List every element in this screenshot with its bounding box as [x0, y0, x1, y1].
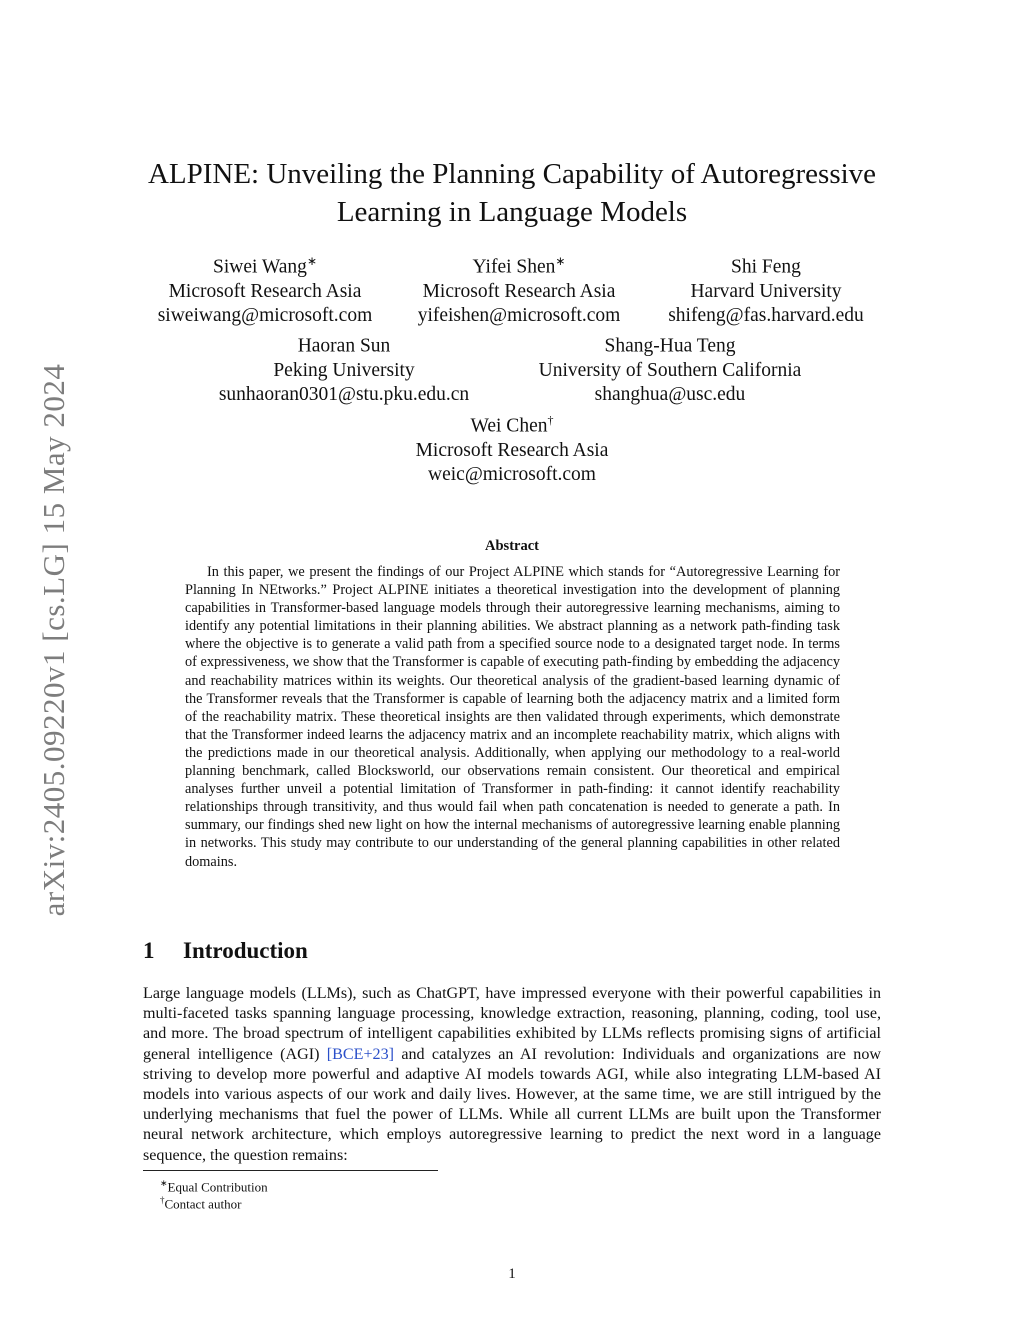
arxiv-identifier: arXiv:2405.09220v1 [cs.LG] 15 May 2024: [36, 363, 71, 917]
author-affiliation: Microsoft Research Asia: [415, 439, 609, 461]
author-affiliation: Harvard University: [690, 280, 842, 302]
footnote-divider: [143, 1170, 438, 1171]
author-name: Shang-Hua Teng: [604, 335, 736, 357]
citation-link[interactable]: [BCE+23]: [326, 1045, 394, 1063]
introduction-paragraph: Large language models (LLMs), such as ChatGPT, have impressed everyone with their powerful capabilities in multi-faceted tasks spanning language processing, knowledge extraction, reasoning, planning, coding, tool use, and more. The broad spectrum of intelligent capabilities exhibited by LLMs reflects promising signs of artificial general intelligence (AGI) [BCE+23] and catalyzes an AI revolution: Individuals and organizations are now striving to develop more powerful and adaptive AI models towards AGI, while also integrating LLM-based AI models into various aspects of our work and daily lives. However, at the same time, we are still intrigued by the underlying mechanisms that fuel the power of LLMs. While all current LLMs are built upon the Transformer neural network architecture, which employs autoregressive learning to predict the next word in a language sequence, the question remains:: [143, 985, 881, 1164]
page-number: 1: [508, 1266, 516, 1282]
author-block: [650, 249, 882, 328]
author-block: [404, 249, 634, 328]
section-number: 1: [143, 938, 155, 963]
abstract-heading: Abstract: [485, 538, 539, 554]
paper-title: ALPINE: Unveiling the Planning Capability of Autoregressive Learning in Language Models: [147, 158, 877, 228]
author-email: yifeishen@microsoft.com: [417, 304, 621, 326]
abstract-text: In this paper, we present the findings of our Project ALPINE which stands for “Autoregressive Learning for Planning In NEtworks.” Project ALPINE initiates a theoretical investigation into the development of planning capabilities in Transformer-based language models through their autoregressive learning mechanisms, aiming to identify any potential limitations in their planning abilities. We abstract planning as a network path-finding task where the objective is to generate a valid path from a specified source node to a designated target node. In terms of expressiveness, we show that the Transformer is capable of executing path-finding by embedding the adjacency and reachability matrices within its weights. Our theoretical analysis of the gradient-based learning dynamic of the Transformer reveals that the Transformer is capable of learning both the adjacency matrix and a limited form of the reachability matrix. These theoretical insights are then validated through experiments, which demonstrate that the Transformer indeed learns the adjacency matrix and an incomplete reachability matrix, which aligns with the predictions made in our theoretical analysis. Additionally, when applying our methodology to a real-world planning benchmark, called Blocksworld, our observations remain consistent. Our theoretical and empirical analyses further unveil a potential limitation of Transformer in path-finding: it cannot identify reachability relationships through transitivity, and thus would fail when path concatenation is needed to generate a path. In summary, our findings shed new light on how the internal mechanisms of autoregressive learning enable planning in networks. This study may contribute to our understanding of the general planning capabilities in other related domains.: [185, 564, 840, 870]
section-heading: [143, 938, 308, 964]
author-email: shanghua@usc.edu: [594, 383, 746, 405]
author-affiliation: Microsoft Research Asia: [168, 280, 362, 302]
author-block: [150, 249, 380, 328]
author-name: Shi Feng: [731, 256, 801, 278]
author-name: Yifei Shen∗: [472, 254, 566, 278]
author-block: [392, 408, 632, 487]
author-email: siweiwang@microsoft.com: [157, 304, 373, 326]
author-name: Haoran Sun: [297, 335, 391, 357]
author-name: Wei Chen†: [470, 413, 554, 437]
author-email: weic@microsoft.com: [428, 463, 596, 485]
footnote-equal-contribution: ∗Equal Contribution: [160, 1178, 268, 1195]
author-affiliation: Microsoft Research Asia: [422, 280, 616, 302]
author-block: [520, 328, 820, 407]
author-name: Siwei Wang∗: [212, 254, 317, 278]
author-email: sunhaoran0301@stu.pku.edu.cn: [218, 383, 470, 405]
author-block: [198, 328, 490, 407]
author-affiliation: Peking University: [273, 359, 415, 381]
author-email: shifeng@fas.harvard.edu: [668, 304, 864, 326]
footnote-contact-author: †Contact author: [160, 1195, 242, 1212]
section-title: Introduction: [183, 938, 308, 963]
author-affiliation: University of Southern California: [538, 359, 802, 381]
